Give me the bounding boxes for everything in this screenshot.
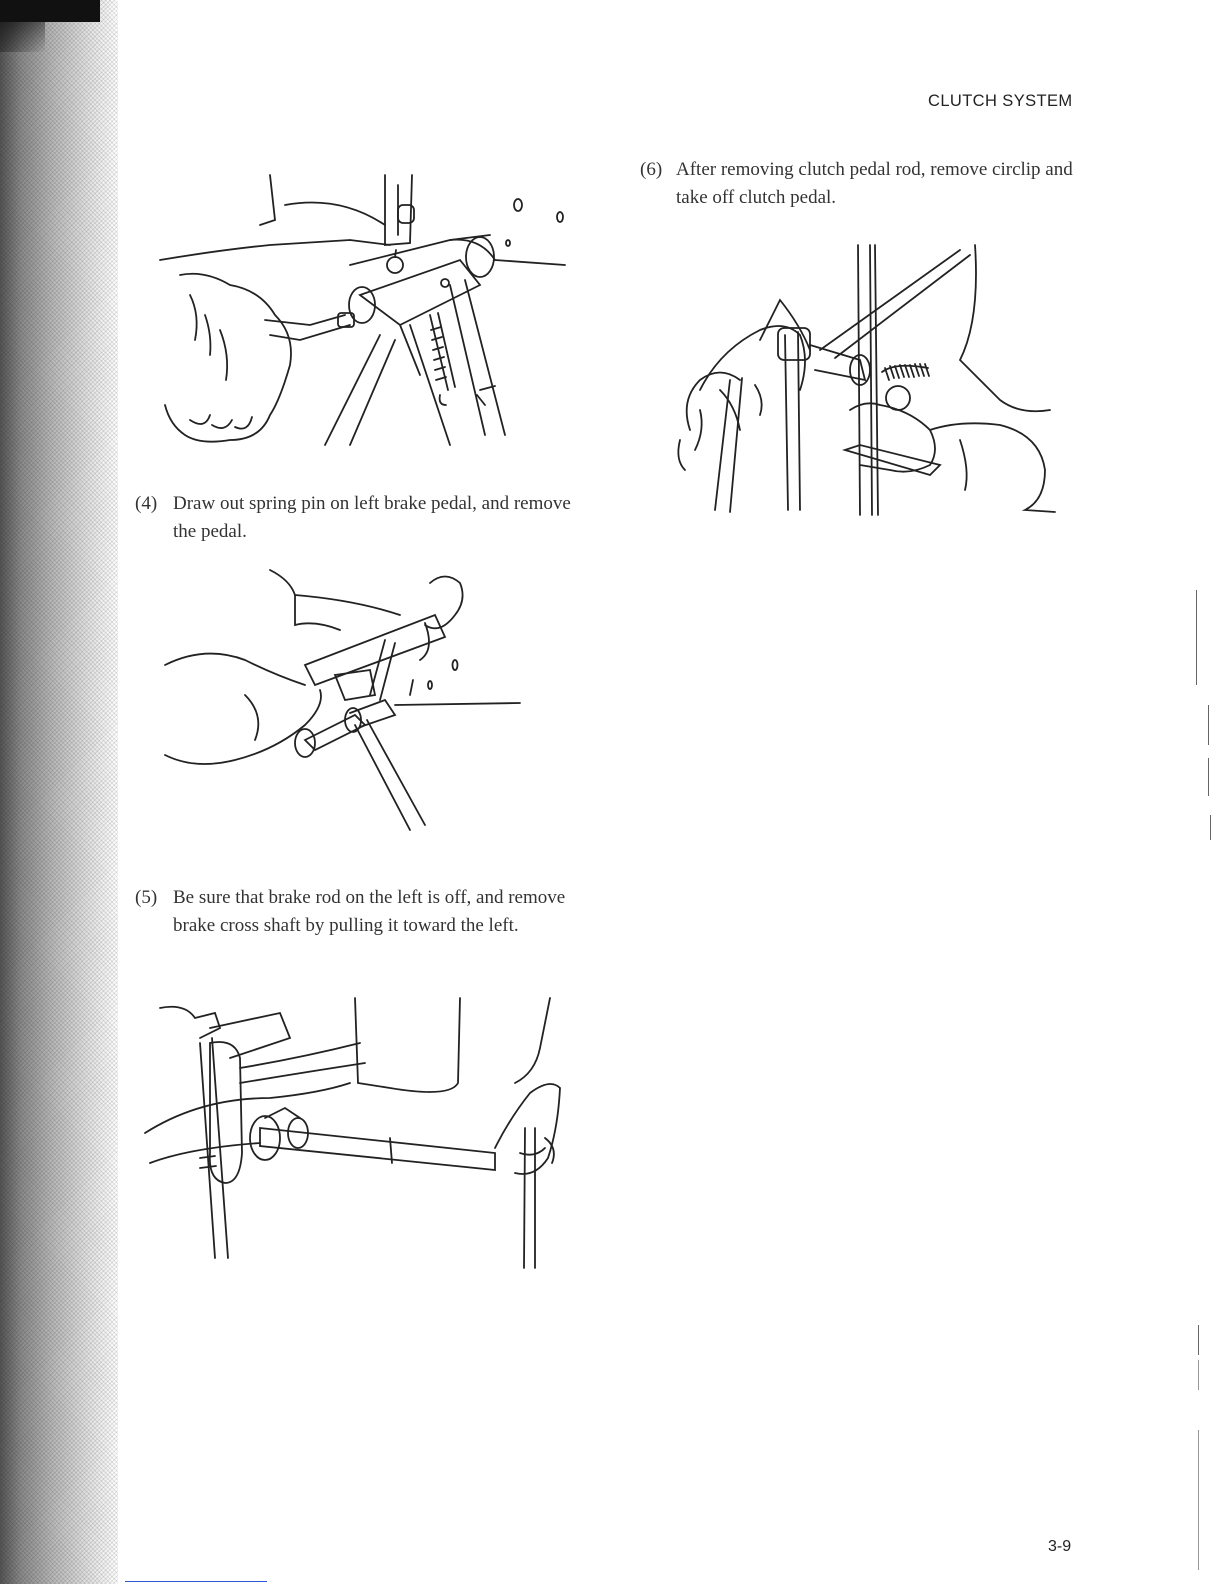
step-number: (4) <box>135 493 158 514</box>
section-header: CLUTCH SYSTEM <box>928 92 1073 110</box>
step-5 <box>135 884 580 940</box>
scan-edge-mark <box>1198 1360 1199 1390</box>
step-number: (5) <box>135 887 158 908</box>
step-text: Draw out spring pin on left brake pedal, and remove the pedal. <box>173 493 571 542</box>
figure-hammer-brake-pedal <box>155 565 535 850</box>
step-6 <box>640 156 1085 212</box>
scan-edge-mark <box>1208 758 1209 796</box>
step-4 <box>135 490 580 546</box>
scan-corner-shadow <box>0 22 45 52</box>
scan-edge-mark <box>1198 1430 1199 1570</box>
book-binding-shadow <box>0 0 118 1584</box>
step-number: (6) <box>640 159 663 180</box>
figure-clutch-pedal-circlip <box>660 240 1060 522</box>
figure-pliers-pedal-shaft <box>150 165 590 455</box>
step-text: After removing clutch pedal rod, remove circlip and take off clutch pedal. <box>676 159 1073 208</box>
scan-edge-mark <box>1210 815 1211 840</box>
page-number: 3-9 <box>1048 1538 1072 1555</box>
step-text: Be sure that brake rod on the left is off, and remove brake cross shaft by pulling it toward the left. <box>173 887 566 936</box>
scan-edge-mark <box>1208 705 1209 745</box>
footer-line <box>125 1581 267 1582</box>
figure-brake-cross-shaft <box>140 988 570 1273</box>
scan-edge-mark <box>1196 590 1197 685</box>
scan-corner-mark <box>0 0 100 22</box>
scan-edge-mark <box>1198 1325 1199 1355</box>
